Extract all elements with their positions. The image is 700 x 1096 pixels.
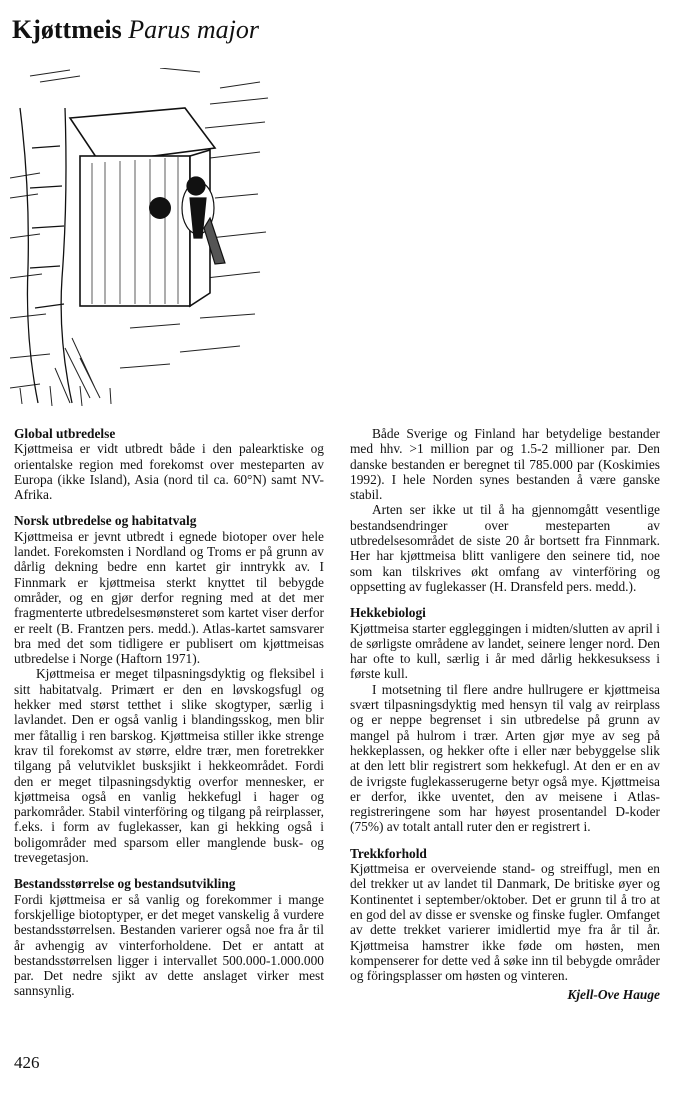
author-signature: Kjell-Ove Hauge [567,987,660,1003]
right-column [350,426,660,1003]
page-number: 426 [14,1053,40,1072]
species-latin-name: Parus major [128,15,259,44]
bird-illustration [10,68,272,408]
section-heading-global: Global utbredelse [14,426,116,441]
section-heading-norway: Norsk utbredelse og habitatvalg [14,513,197,529]
paragraph: Både Sverige og Finland har betydelige bestander med hhv. >1 million par og 1.5-2 millioner par. Den danske bestanden er beregnet til 785.000 par (Koskimies 1992). I hele Norden synes bestanden å være ganske stabil. [350,426,660,503]
paragraph: Kjøttmeisa er meget tilpasningsdyktig og fleksibel i sitt habitatvalg. Primært er den en løvskogsfugl og hekker med størst tetthet i slike skogtyper, særlig i lavlandet. Den er også vanlig i blandingsskog, men blir mer fåtallig i ren barskog. Kjøttmeisa stiller ikke strenge krav til forekomst av større, eldre trær, men foretrekker tilgang på velutviklet busksjikt i hekkeområdet. Fordi den er meget tilpasningsdyktig overfor mennesker, er kjøttmeisa også en vanlig hekkefugl i hager og parkområder. Stabil vinterföring og tilgang på reirplasser, f.eks. i form av fuglekasser, kan gi hekking også i boligområder med sparsom eller manglende busk- og trevegetasjon. [14,666,324,866]
paragraph: I motsetning til flere andre hullrugere er kjøttmeisa svært tilpasningsdyktig med hensyn til valg av reirplass og er neppe begrenset i sin utbredelse på grunn av mangel på hulrom i trær. Arten gjør mye av seg på hekkeplassen, og hekker ofte i eller nær bebyggelse slik at den lett blir registrert som hekkefugl. At den er en av de ivrigste fuglekasserugerne betyr også mye. Kjøttmeisa er derfor, ikke uventet, den av meisene i Atlas-registreringene som har høyest prosentandel D-koder (75%) av totalt antall ruter den er registrert i. [350,681,660,835]
section-heading-population: Bestandsstørrelse og bestandsutvikling [14,876,236,892]
section-heading-migration: Trekkforhold [350,845,427,861]
paragraph: Kjøttmeisa starter eggleggingen i midten/slutten av april i de sørligste områdene av landet, seinere lenger nord. Den har ofte to kull, særlig i år med dårlig hekkesuksess i første kull. [350,620,660,682]
left-column [14,426,324,999]
paragraph: Arten ser ikke ut til å ha gjennomgått vesentlige bestandsendringer over mesteparten av utbredelsesområdet de siste 20 år bortsett fra Finnmark. Her har kjøttmeisa blitt vanligere den seinere tid, noe som kan tilskrives økt omfang av vinterföring og oppsetting av fuglekasser (H. Dransfeld pers. medd.). [350,502,660,594]
paragraph: Kjøttmeisa er overveiende stand- og streiffugl, men en del trekker ut av landet til Danmark, De britiske øyer og Kontinentet i september/oktober. Det er grunn til å tro at en god del av disse er svenske og finske fugler. Omfanget av dette trekket varierer imidlertid mye fra år til år. Kjøttmeisa hamstrer ikke føde om høsten, men kompenserer for dette ved å søke inn til bebygde områder og föringsplasser om høsten og vinteren. [350,861,660,984]
paragraph: Kjøttmeisa er vidt utbredt både i den palearktiske og orientalske region med forekomst over mesteparten av Europa (ikke Island), Asia (nord til ca. 60°N) samt NV-Afrika. [14,441,324,503]
page-title [12,14,259,46]
paragraph: Fordi kjøttmeisa er så vanlig og forekommer i mange forskjellige biotoptyper, er det meget vanskelig å vurdere bestandsstørrelsen. Bestanden varierer også noe fra år til år avhengig av vinterforholdene. Det er antatt at bestandsstørrelsen ligger i intervallet 500.000-1.000.000 par. Det nedre sjikt av dette anslaget virker mest sannsynlig. [14,891,324,999]
paragraph: Kjøttmeisa er jevnt utbredt i egnede biotoper over hele landet. Forekomsten i Nordland og Troms er på grunn av dårlig dekning bedre enn kartet gir inntrykk av. I Finnmark er kjøttmeisa sterkt knyttet til bebygde områder, og en gjør derfor regning med at det mer fragmenterte utbredelsesmønsteret som kartet viser derfor er reelt (B. Frantzen pers. medd.). Atlas-kartet samsvarer bra med det som tidligere er publisert om kjøttmeisas utbredelse i Norge (Haftorn 1971). [14,528,324,667]
section-heading-breeding: Hekkebiologi [350,605,426,621]
species-norwegian-name: Kjøttmeis [12,15,122,44]
